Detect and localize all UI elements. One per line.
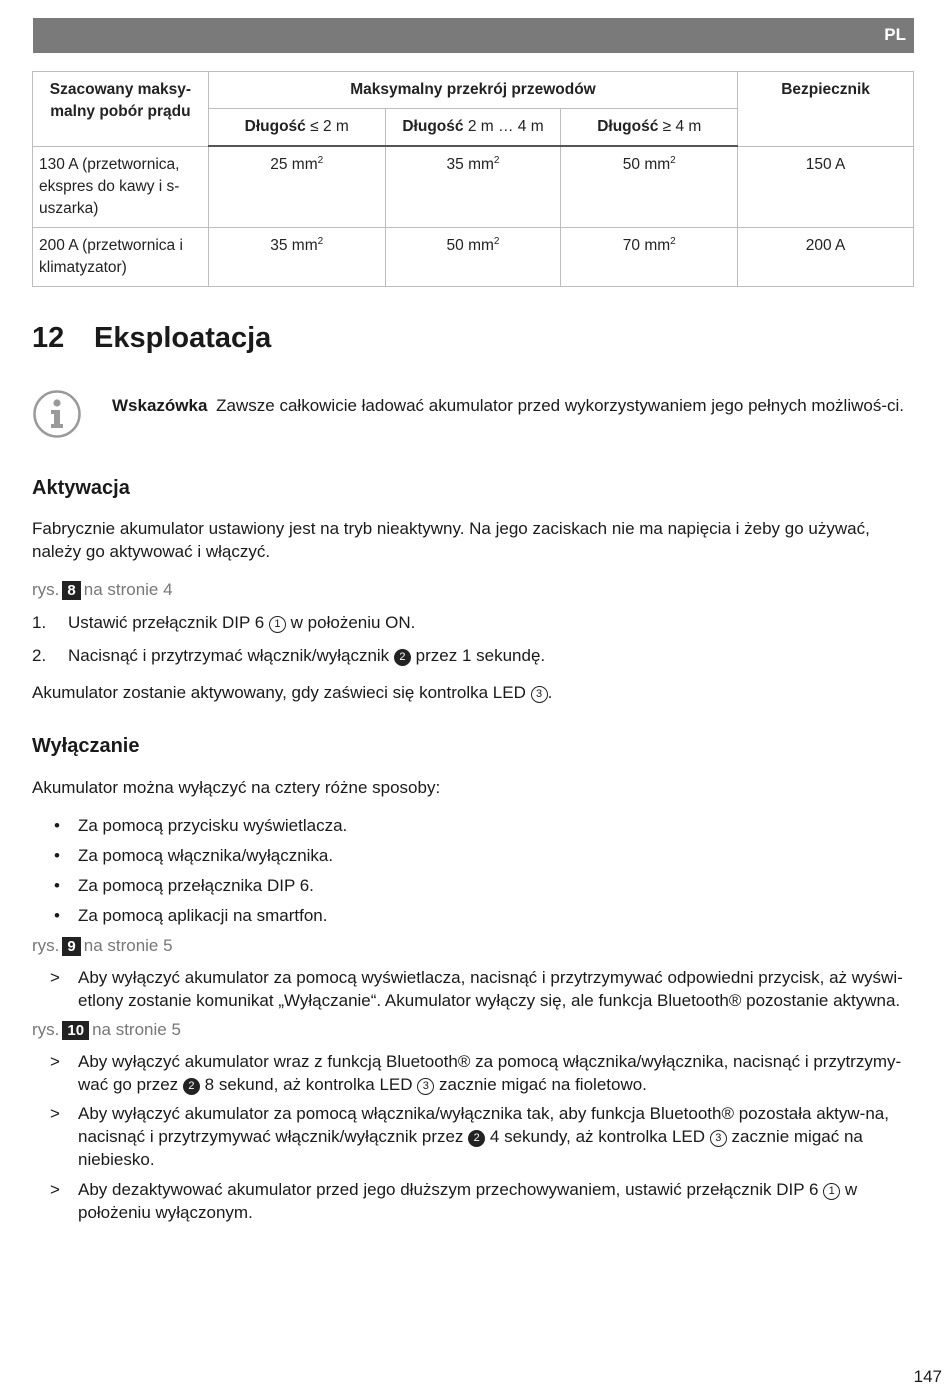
- figure-number: 8: [62, 581, 80, 600]
- instruction-step: > Aby wyłączyć akumulator za pomocą wyświetlacza, nacisnąć i przytrzymywać odpowiedni przycisk, aż wyświ-etlony zostanie komunikat „Wyłączanie“. Akumulator wyłączy się, ale funkcja Bluetooth® pozostanie aktywna.: [50, 968, 903, 1010]
- current-column-header: Szacowany maksy-malny pobór prądu: [33, 72, 209, 147]
- marker-1-icon: 1: [823, 1183, 840, 1200]
- marker-3-icon: 3: [417, 1078, 434, 1095]
- figure-reference: rys. 10 na stronie 5: [32, 1020, 181, 1039]
- list-item: • Za pomocą przycisku wyświetlacza.: [54, 816, 348, 835]
- shutdown-intro: Akumulator można wyłączyć na cztery różne sposoby:: [32, 778, 441, 797]
- row-label: 200 A (przetwornica i klimatyzator): [33, 227, 209, 286]
- cable-spec-table: [32, 71, 914, 287]
- header-bar: [33, 18, 914, 53]
- table-cell: 50 $mm^2$: [385, 227, 561, 286]
- instruction-step: > Aby wyłączyć akumulator za pomocą włącznika/wyłącznika tak, aby funkcja Bluetooth® pozostała aktyw-na, nacisnąć i przytrzymywać włącznik/wyłącznik przez 2 4 sekundy, aż kontrolka LED 3 zacznie migać na niebiesko.: [50, 1104, 889, 1169]
- section-heading: [32, 322, 271, 355]
- cross-section-group-header: Maksymalny przekrój przewodów: [208, 72, 737, 109]
- list-item: 1. Ustawić przełącznik DIP 6 1 w położeniu ON.: [32, 613, 416, 632]
- activation-intro: Fabrycznie akumulator ustawiony jest na tryb nieaktywny. Na jego zaciskach nie ma napięcia i żeby go używać, należy go aktywować i włączyć.: [32, 519, 870, 561]
- list-item: • Za pomocą włącznika/wyłącznika.: [54, 846, 334, 865]
- page-number: 147: [913, 1367, 942, 1386]
- table-cell: 70 $mm^2$: [561, 227, 738, 286]
- list-item: 2. Nacisnąć i przytrzymać włącznik/wyłącznik 2 przez 1 sekundę.: [32, 646, 546, 665]
- marker-1-icon: 1: [269, 616, 286, 633]
- figure-number: 10: [62, 1021, 89, 1040]
- instruction-step: > Aby dezaktywować akumulator przed jego dłuższym przechowywaniem, ustawić przełącznik DIP 6 1 w położeniu wyłączonym.: [50, 1180, 858, 1222]
- list-item: • Za pomocą aplikacji na smartfon.: [54, 906, 328, 925]
- table-row: [33, 227, 914, 286]
- note-text: Wskazówka Zawsze całkowicie ładować akumulator przed wykorzystywaniem jego pełnych możliwoś-ci.: [112, 396, 904, 415]
- activation-result: Akumulator zostanie aktywowany, gdy zaświeci się kontrolka LED 3 .: [32, 683, 553, 702]
- figure-number: 9: [62, 937, 80, 956]
- table-cell: 25 $mm^2$: [208, 146, 385, 227]
- marker-2-icon: 2: [468, 1130, 485, 1147]
- marker-3-icon: 3: [531, 686, 548, 703]
- info-icon: [33, 390, 81, 438]
- marker-3-icon: 3: [710, 1130, 727, 1147]
- table-cell: 150 A: [738, 146, 914, 227]
- table-row: [33, 146, 914, 227]
- marker-2-icon: 2: [183, 1078, 200, 1095]
- activation-heading: Aktywacja: [32, 477, 130, 499]
- shutdown-heading: Wyłączanie: [32, 735, 140, 757]
- note-label: Wskazówka: [112, 396, 208, 415]
- length-header-1: Długość ≤ 2 m: [208, 109, 385, 147]
- table-cell: 200 A: [738, 227, 914, 286]
- fuse-column-header: Bezpiecznik: [738, 72, 914, 147]
- length-header-2: Długość 2 m … 4 m: [385, 109, 561, 147]
- table-cell: 35 $mm^2$: [208, 227, 385, 286]
- table-cell: 50 $mm^2$: [561, 146, 738, 227]
- table-cell: 35 $mm^2$: [385, 146, 561, 227]
- figure-reference: rys. 9 na stronie 5: [32, 936, 173, 955]
- language-label: PL: [884, 25, 906, 44]
- instruction-step: > Aby wyłączyć akumulator wraz z funkcją Bluetooth® za pomocą włącznika/wyłącznika, nacisnąć i przytrzymy-wać go przez 2 8 sekund, aż kontrolka LED 3 zacznie migać na fioletowo.: [50, 1052, 902, 1094]
- length-header-3: Długość ≥ 4 m: [561, 109, 738, 147]
- figure-reference: rys. 8 na stronie 4: [32, 580, 173, 599]
- marker-2-icon: 2: [394, 649, 411, 666]
- section-number: 12: [32, 322, 65, 354]
- row-label: 130 A (przetwornica, ekspres do kawy i s-uszarka): [33, 146, 209, 227]
- section-title: Eksploatacja: [94, 322, 272, 354]
- list-item: • Za pomocą przełącznika DIP 6.: [54, 876, 314, 895]
